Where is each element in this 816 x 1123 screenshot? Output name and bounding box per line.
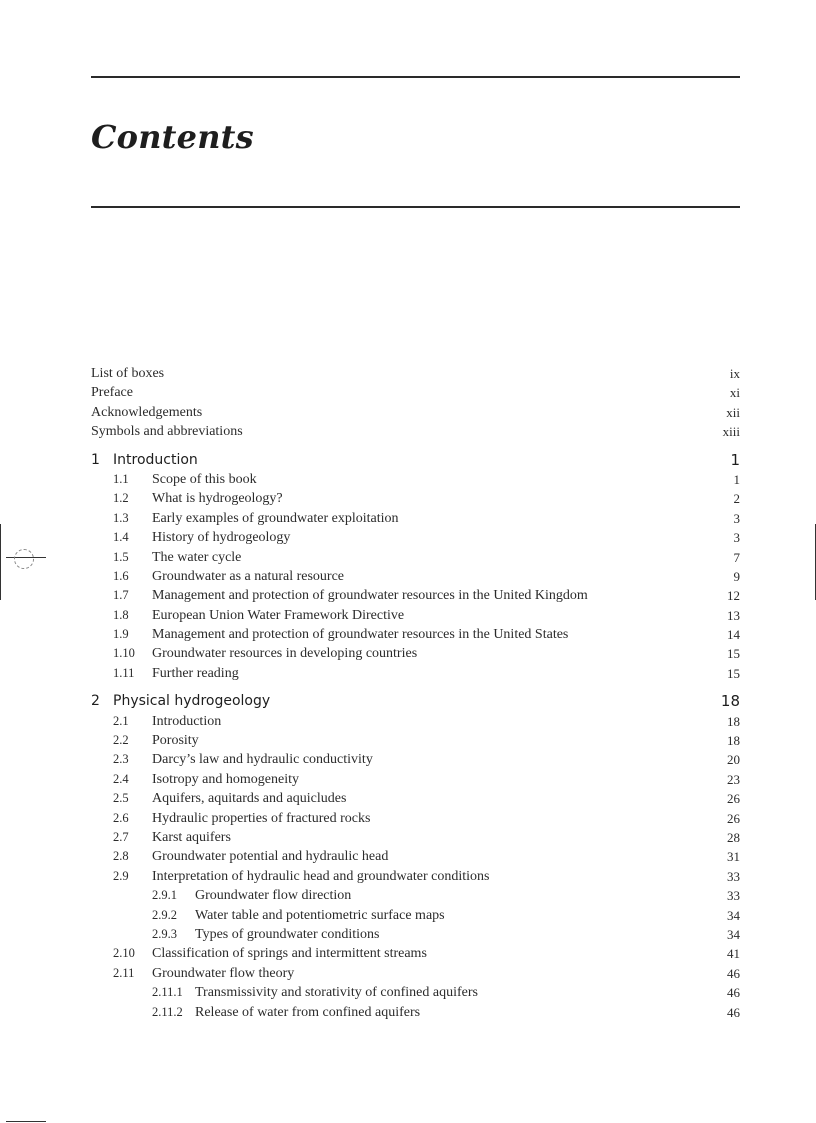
- section-title: Isotropy and homogeneity: [152, 771, 299, 787]
- toc-section[interactable]: [91, 489, 740, 508]
- toc-entry-label: Symbols and abbreviations: [91, 424, 243, 440]
- section-number: 1.10: [113, 646, 135, 661]
- toc-section[interactable]: [91, 944, 740, 963]
- toc-subsection[interactable]: [91, 983, 740, 1002]
- crop-mark-left-vertical: [0, 524, 1, 600]
- toc-page-number: 46: [727, 965, 740, 981]
- section-title: Interpretation of hydraulic head and groundwater conditions: [152, 868, 490, 884]
- subsection-title: Groundwater flow direction: [195, 888, 352, 904]
- toc-section[interactable]: [91, 548, 740, 567]
- toc-page-number: 26: [727, 791, 740, 807]
- section-title: Aquifers, aquitards and aquicludes: [152, 791, 347, 807]
- section-title: Further reading: [152, 665, 239, 681]
- subsection-number: 2.9.3: [152, 926, 177, 941]
- chapter-number: 1: [91, 451, 100, 468]
- section-title: Groundwater flow theory: [152, 965, 295, 981]
- toc-page-number: 18: [720, 692, 740, 711]
- subsection-title: Water table and potentiometric surface maps: [195, 907, 445, 923]
- toc-subsection[interactable]: [91, 1003, 740, 1022]
- toc-page-number: 33: [727, 888, 740, 904]
- toc-subsection[interactable]: [91, 906, 740, 925]
- section-number: 2.4: [113, 771, 129, 786]
- section-number: 1.1: [113, 471, 129, 486]
- subsection-title: Release of water from confined aquifers: [195, 1004, 421, 1020]
- section-title: The water cycle: [152, 549, 242, 565]
- toc-page-number: 18: [727, 713, 740, 729]
- toc-entry-label: List of boxes: [91, 366, 165, 381]
- toc-page-number: 26: [727, 810, 740, 826]
- section-title: Groundwater resources in developing countries: [152, 646, 418, 662]
- toc-page-number: 18: [727, 733, 740, 749]
- section-title: Karst aquifers: [152, 829, 231, 845]
- top-rule: [91, 76, 740, 78]
- section-number: 1.3: [113, 510, 129, 525]
- subsection-title: Types of groundwater conditions: [195, 926, 380, 942]
- section-title: History of hydrogeology: [152, 530, 291, 546]
- toc-page-number: 9: [733, 568, 740, 584]
- toc-section[interactable]: [91, 847, 740, 866]
- toc-page-number: xiii: [722, 424, 740, 440]
- section-title: What is hydrogeology?: [152, 491, 283, 507]
- toc-section[interactable]: [91, 470, 740, 489]
- registration-mark-icon: [14, 549, 34, 569]
- toc-section[interactable]: [91, 712, 740, 731]
- toc-page-number: 12: [727, 588, 740, 604]
- toc-page-number: 13: [727, 607, 740, 623]
- toc-page-number: 3: [733, 530, 740, 546]
- section-number: 2.7: [113, 829, 129, 844]
- crop-mark-bottom-left: [6, 1121, 46, 1122]
- toc-page-number: 33: [727, 868, 740, 884]
- section-title: Scope of this book: [152, 471, 257, 487]
- toc-page-number: 15: [727, 646, 740, 662]
- toc-page-number: 46: [727, 985, 740, 1001]
- toc-section[interactable]: [91, 528, 740, 547]
- table-of-contents: [91, 364, 740, 1022]
- toc-section[interactable]: [91, 809, 740, 828]
- toc-section[interactable]: [91, 509, 740, 528]
- subsection-title: Transmissivity and storativity of confined aquifers: [195, 985, 478, 1001]
- toc-section[interactable]: [91, 750, 740, 769]
- toc-page-number: 41: [727, 946, 740, 962]
- toc-chapter-1[interactable]: [91, 451, 740, 470]
- section-number: 2.1: [113, 713, 129, 728]
- toc-section[interactable]: [91, 664, 740, 683]
- toc-page-number: 15: [727, 665, 740, 681]
- section-title: Early examples of groundwater exploitation: [152, 510, 399, 526]
- page-title: Contents: [91, 118, 254, 156]
- section-number: 2.8: [113, 849, 129, 864]
- section-number: 1.5: [113, 549, 129, 564]
- section-title: Management and protection of groundwater resources in the United Kingdom: [152, 588, 588, 604]
- section-number: 2.3: [113, 752, 129, 767]
- section-number: 2.6: [113, 810, 129, 825]
- toc-section[interactable]: [91, 606, 740, 625]
- section-title: Introduction: [152, 713, 222, 729]
- toc-page-number: 28: [727, 829, 740, 845]
- section-title: Hydraulic properties of fractured rocks: [152, 810, 371, 826]
- toc-page-number: ix: [729, 366, 740, 381]
- toc-section[interactable]: [91, 770, 740, 789]
- toc-entry-list-of-boxes[interactable]: [91, 364, 740, 383]
- title-bottom-rule: [91, 206, 740, 208]
- toc-page-number: 3: [733, 510, 740, 526]
- toc-page-number: 1: [733, 471, 740, 487]
- toc-page-number: 2: [733, 491, 740, 507]
- section-title: Management and protection of groundwater resources in the United States: [152, 627, 569, 643]
- section-number: 2.11: [113, 965, 135, 980]
- toc-subsection[interactable]: [91, 886, 740, 905]
- toc-section[interactable]: [91, 828, 740, 847]
- section-number: 1.9: [113, 627, 129, 642]
- subsection-number: 2.9.2: [152, 907, 177, 922]
- toc-page-number: 23: [727, 771, 740, 787]
- toc-section[interactable]: [91, 586, 740, 605]
- section-title: Groundwater potential and hydraulic head: [152, 849, 389, 865]
- toc-page-number: xii: [726, 404, 740, 420]
- section-number: 1.11: [113, 665, 135, 680]
- toc-section[interactable]: [91, 867, 740, 886]
- chapter-number: 2: [91, 693, 100, 710]
- section-title: Groundwater as a natural resource: [152, 568, 345, 584]
- toc-section[interactable]: [91, 625, 740, 644]
- chapter-title: Introduction: [113, 451, 198, 468]
- section-number: 1.7: [113, 588, 129, 603]
- chapter-title: Physical hydrogeology: [113, 693, 271, 710]
- toc-entry-acknowledgements[interactable]: [91, 403, 740, 422]
- section-number: 2.10: [113, 946, 135, 961]
- toc-page-number: 34: [727, 907, 740, 923]
- section-title: Porosity: [152, 733, 199, 749]
- toc-section[interactable]: [91, 731, 740, 750]
- section-number: 2.2: [113, 733, 129, 748]
- toc-page-number: 7: [733, 549, 740, 565]
- toc-page-number: xi: [729, 385, 740, 401]
- toc-page-number: 46: [727, 1004, 740, 1020]
- subsection-number: 2.9.1: [152, 888, 177, 903]
- section-number: 2.5: [113, 791, 129, 806]
- toc-section[interactable]: [91, 789, 740, 808]
- section-title: European Union Water Framework Directive: [152, 607, 405, 623]
- toc-page-number: 31: [727, 849, 740, 865]
- subsection-number: 2.11.2: [152, 1004, 183, 1019]
- toc-section[interactable]: [91, 644, 740, 663]
- subsection-number: 2.11.1: [152, 985, 183, 1000]
- toc-subsection[interactable]: [91, 925, 740, 944]
- toc-page-number: 1: [730, 450, 740, 469]
- toc-entry-preface[interactable]: [91, 383, 740, 402]
- section-title: Darcy’s law and hydraulic conductivity: [152, 752, 373, 768]
- toc-entry-symbols[interactable]: [91, 422, 740, 441]
- toc-entry-label: Preface: [91, 385, 133, 401]
- toc-section[interactable]: [91, 964, 740, 983]
- toc-entry-label: Acknowledgements: [91, 404, 203, 420]
- toc-page-number: 20: [727, 752, 740, 768]
- toc-chapter-2[interactable]: [91, 692, 740, 711]
- section-number: 1.2: [113, 491, 129, 506]
- section-number: 1.6: [113, 568, 129, 583]
- section-number: 1.4: [113, 530, 129, 545]
- section-number: 2.9: [113, 868, 129, 883]
- toc-page-number: 14: [727, 627, 740, 643]
- toc-section[interactable]: [91, 567, 740, 586]
- toc-page-number: 34: [727, 926, 740, 942]
- section-title: Classification of springs and intermittent streams: [152, 946, 427, 962]
- section-number: 1.8: [113, 607, 129, 622]
